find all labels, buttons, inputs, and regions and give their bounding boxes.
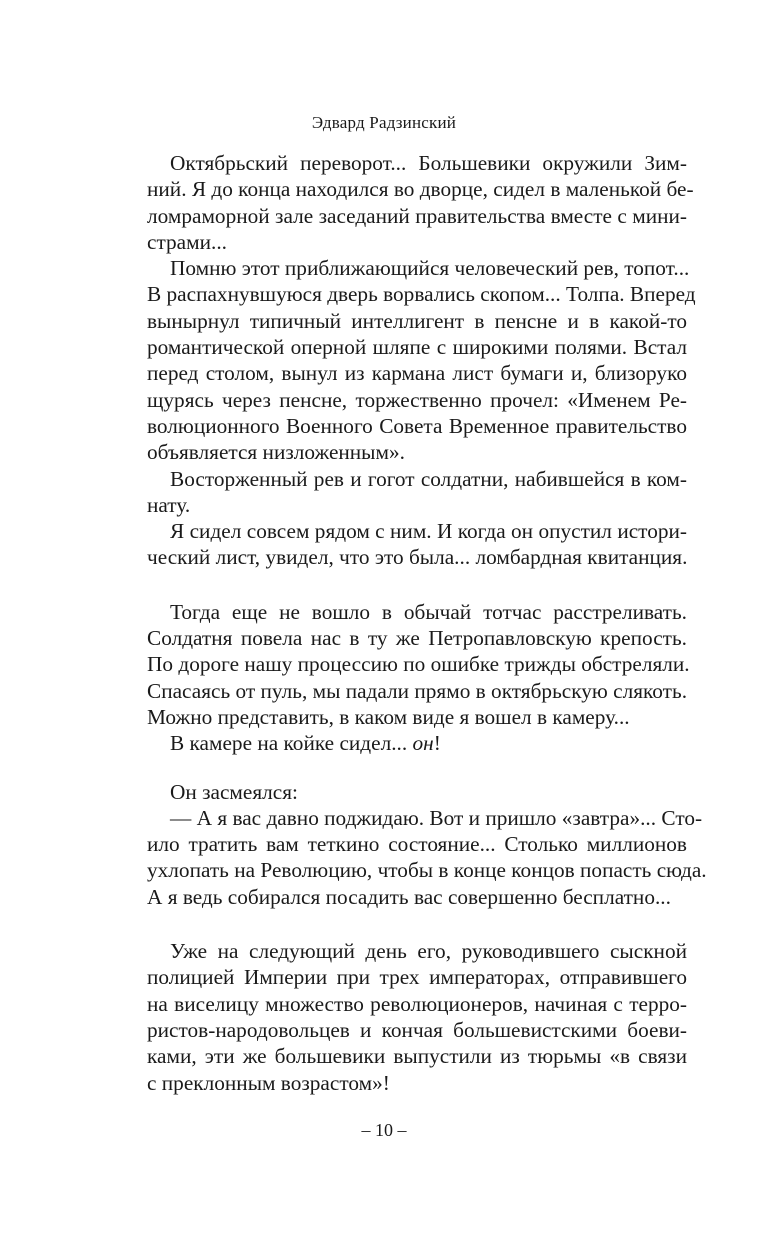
text-line: с преклонным возрастом»! (147, 1070, 390, 1095)
text-line: нату. (147, 492, 191, 517)
text-line: — А я вас давно поджидаю. Вот и пришло «завтра»... Сто- (170, 805, 703, 830)
text-line: щурясь через пенсне, торжественно прочел: «Именем Ре- (147, 387, 687, 412)
text-line: Я сидел совсем рядом с ним. И когда он опустил истори- (170, 519, 687, 544)
text-line: ломраморной зале заседаний правительства вместе с мини- (147, 203, 687, 228)
paragraph (147, 805, 707, 910)
text-line: перед столом, вынул из кармана лист бумаги и, близоруко (147, 361, 687, 386)
paragraph (147, 255, 696, 465)
paragraph (147, 466, 687, 519)
text-line: полицией Империи при трех императорах, отправившего (147, 965, 687, 990)
text-line: Восторженный рев и гогот солдатни, набившейся в ком- (170, 466, 687, 491)
text-line: ило тратить вам теткино состояние... Столько миллионов (147, 832, 687, 857)
text-line: ками, эти же большевики выпустили из тюрьмы «в связи (147, 1044, 687, 1069)
text-line: на виселицу множество революционеров, начиная с терро- (147, 991, 687, 1016)
paragraph (147, 599, 690, 730)
text-line: страми... (147, 229, 227, 254)
page-body-text (147, 150, 707, 1096)
text-section (147, 779, 707, 910)
text-section (147, 599, 690, 757)
text-line: волюционного Военного Совета Временное правительство (147, 413, 687, 438)
text-line: Уже на следующий день его, руководившего сыскной (170, 939, 687, 964)
text-line: Он засмеялся: (170, 779, 298, 804)
paragraph (147, 938, 687, 1096)
text-line: ристов-народовольцев и кончая большевистскими боеви- (147, 1017, 687, 1042)
text-line: Октябрьский переворот... Большевики окружили Зим- (170, 151, 687, 175)
paragraph (147, 518, 687, 571)
text-line: ний. Я до конца находился во дворце, сидел в маленькой бе- (147, 177, 694, 202)
text-segment: В камере на койке сидел... (170, 731, 413, 756)
running-header: Эдвард Радзинский (311, 113, 457, 132)
text-line: вынырнул типичный интеллигент в пенсне и в какой-то (147, 308, 687, 333)
text-section (147, 938, 687, 1096)
text-line (147, 730, 687, 756)
text-line: ухлопать на Революцию, чтобы в конце концов попасть сюда. (147, 858, 707, 883)
text-line: По дороге нашу процессию по ошибке трижды обстреляли. (147, 652, 690, 677)
paragraph (147, 150, 694, 255)
text-line: романтической оперной шляпе с широкими полями. Встал (147, 335, 687, 360)
text-line: А я ведь собирался посадить вас совершенно бесплатно... (147, 884, 671, 909)
emphasis: он (412, 731, 434, 756)
text-line: Можно представить, в каком виде я вошел в камеру... (147, 704, 630, 729)
paragraph (147, 779, 687, 805)
text-line: В распахнувшуюся дверь ворвались скопом... Толпа. Вперед (147, 282, 696, 307)
text-segment: ! (433, 731, 441, 756)
text-line: объявляется низложенным». (147, 440, 405, 465)
page-number: – 10 – (361, 1120, 407, 1140)
text-line: Солдатня повела нас в ту же Петропавловскую крепость. (147, 626, 687, 651)
text-line: Помню этот приближающийся человеческий рев, топот... (170, 256, 690, 281)
text-line: ческий лист, увидел, что это была... ломбардная квитанция. (147, 545, 688, 570)
text-section (147, 150, 696, 571)
text-line: Спасаясь от пуль, мы падали прямо в октябрьскую слякоть. (147, 678, 688, 703)
paragraph (147, 730, 687, 756)
text-line: Тогда еще не вошло в обычай тотчас расстреливать. (170, 599, 687, 624)
